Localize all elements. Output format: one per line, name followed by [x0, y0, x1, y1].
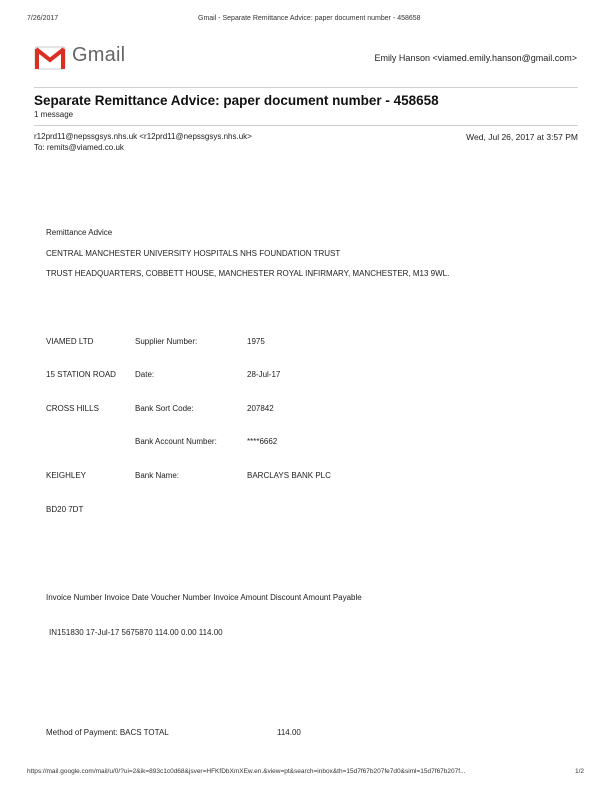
- print-footer-page: 1/2: [575, 768, 585, 775]
- supplier-line-1: VIAMED LTD: [46, 337, 94, 346]
- supplier-line-2: 15 STATION ROAD: [46, 370, 116, 379]
- supplier-number-value: 1975: [247, 337, 265, 346]
- supplier-line-5: BD20 7DT: [46, 505, 84, 514]
- date-value: 28-Jul-17: [247, 370, 281, 379]
- supplier-line-3: CROSS HILLS: [46, 404, 99, 413]
- remittance-org: CENTRAL MANCHESTER UNIVERSITY HOSPITALS NHS FOUNDATION TRUST: [46, 249, 341, 258]
- message-datetime: Wed, Jul 26, 2017 at 3:57 PM: [466, 132, 578, 142]
- invoice-table-row: IN151830 17-Jul-17 5675870 114.00 0.00 114.00: [49, 628, 223, 637]
- date-label: Date:: [135, 370, 155, 379]
- remittance-address: TRUST HEADQUARTERS, COBBETT HOUSE, MANCHESTER ROYAL INFIRMARY, MANCHESTER, M13 9WL.: [46, 269, 450, 278]
- print-date: 7/26/2017: [27, 15, 59, 22]
- header-divider: [34, 87, 578, 88]
- invoice-table-header: Invoice Number Invoice Date Voucher Number Invoice Amount Discount Amount Payable: [46, 593, 362, 602]
- thread-subject: Separate Remittance Advice: paper document number - 458658: [34, 93, 439, 108]
- message-to: To: remits@viamed.co.uk: [34, 143, 124, 152]
- gmail-envelope-icon: [34, 46, 66, 70]
- sort-code-label: Bank Sort Code:: [135, 404, 194, 413]
- supplier-number-label: Supplier Number:: [135, 337, 198, 346]
- account-user: Emily Hanson <viamed.emily.hanson@gmail.com>: [374, 53, 577, 63]
- print-footer-url: https://mail.google.com/mail/u/0/?ui=2&ik=893c1c0d68&jsver=HFKfDbXmXEw.en.&view=pt&search=inbox&th=15d7f67b207fe7d0&siml=15d7f67b207f...: [27, 768, 466, 775]
- bank-name-value: BARCLAYS BANK PLC: [247, 471, 331, 480]
- supplier-line-4: KEIGHLEY: [46, 471, 87, 480]
- gmail-logo[interactable]: [34, 44, 130, 72]
- account-number-value: ****6662: [247, 437, 278, 446]
- remittance-heading: Remittance Advice: [46, 228, 113, 237]
- message-count: 1 message: [34, 110, 74, 119]
- bank-name-label: Bank Name:: [135, 471, 180, 480]
- message-from: r12prd11@nepssgsys.nhs.uk <r12prd11@nepssgsys.nhs.uk>: [34, 132, 252, 141]
- print-title: Gmail - Separate Remittance Advice: paper document number - 458658: [198, 15, 421, 22]
- sort-code-value: 207842: [247, 404, 274, 413]
- account-number-label: Bank Account Number:: [135, 437, 217, 446]
- gmail-logo-text: Gmail: [72, 44, 126, 66]
- payment-method: Method of Payment: BACS TOTAL: [46, 728, 169, 737]
- payment-total: 114.00: [277, 728, 301, 737]
- subject-divider: [34, 125, 578, 126]
